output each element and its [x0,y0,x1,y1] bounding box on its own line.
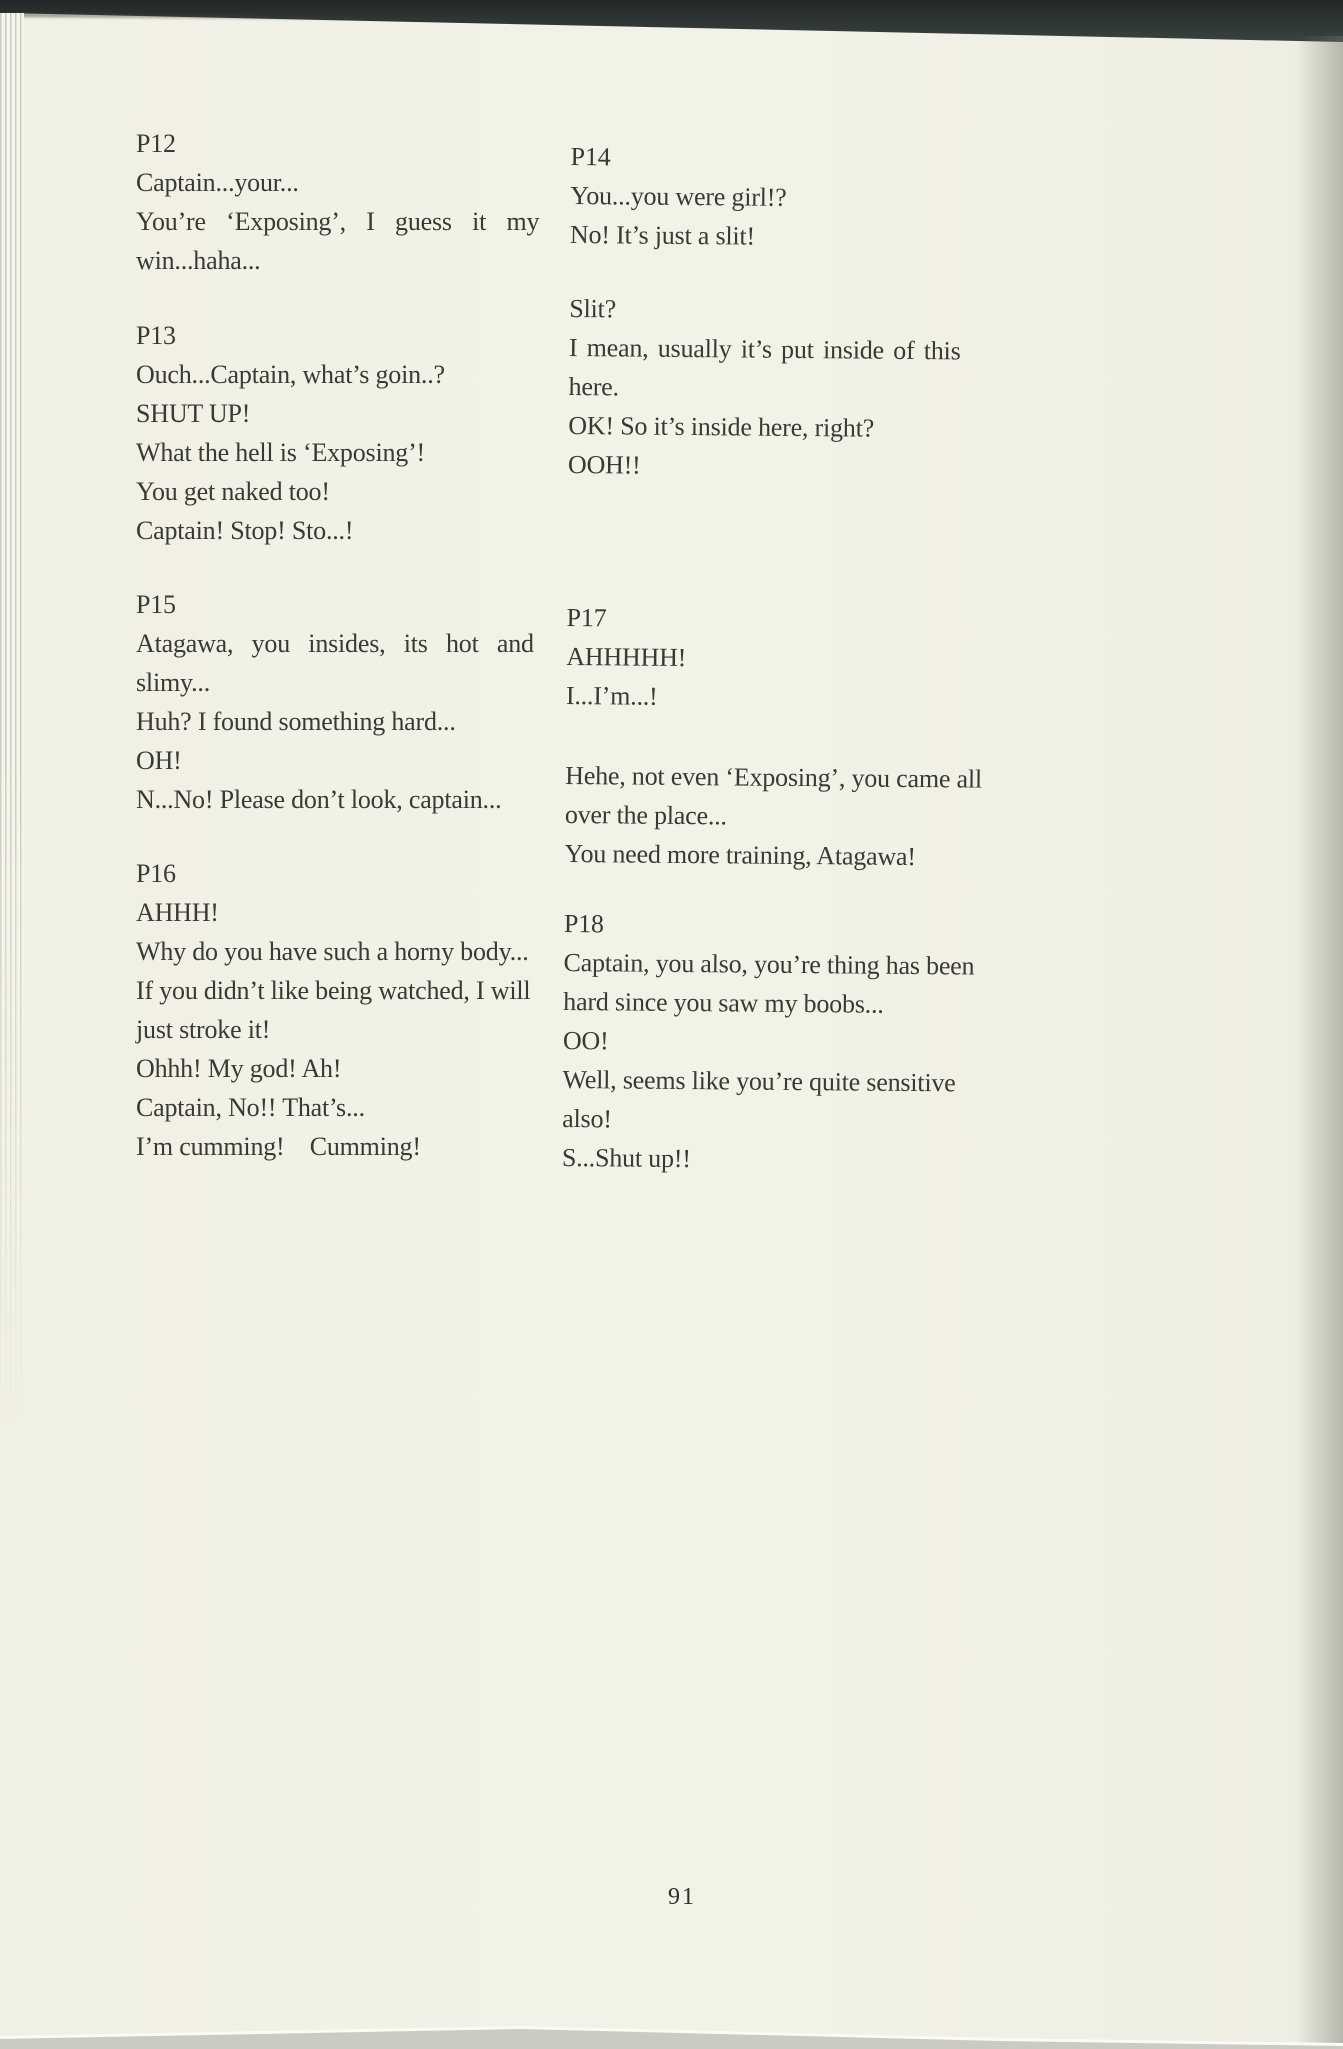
panel-label: P14 [570,141,611,172]
dialogue-line: hard since you saw my boobs... [563,986,884,1019]
panel-p12 [136,124,566,280]
dialogue-line: You need more training, Atagawa! [564,838,916,872]
dialogue-line: Huh? I found something hard... [136,707,456,736]
dialogue-line: Ohhh! My god! Ah! [136,1054,342,1083]
dialogue-line: Hehe, not even ‘Exposing’, you came all [565,760,983,794]
panel-p14 [570,137,1016,258]
panel-p17 [566,598,1012,719]
dialogue-line: I...I’m...! [565,680,658,711]
dialogue-line: OH! [136,746,182,775]
panel-label: P15 [136,590,176,619]
dialogue-line: Atagawa, you insides, its hot and [136,629,534,658]
dialogue-line: You...you were girl!? [570,180,787,212]
dialogue-line: just stroke it! [136,1015,271,1044]
dialogue-line: OO! [562,1025,609,1056]
dialogue-line: No! It’s just a slit! [569,219,756,251]
dialogue-line: If you didn’t like being watched, I will [136,976,531,1005]
dialogue-line: I mean, usually it’s put inside of this [568,332,961,366]
dialogue-line: OK! So it’s inside here, right? [568,410,875,443]
dialogue-line: AHHHHH! [566,641,687,673]
page-top-dark-edge [0,0,1343,46]
dialogue-line: Captain! Stop! Sto...! [136,516,354,545]
dialogue-line: AHHH! [136,898,219,927]
dialogue-line: slimy... [136,668,211,697]
panel-label: P18 [563,908,604,939]
dialogue-line: I’m cumming! Cumming! [136,1132,421,1161]
dialogue-line: SHUT UP! [136,399,251,428]
dialogue-line: N...No! Please don’t look, captain... [136,785,502,814]
panel-label: P13 [136,321,176,350]
panel-p15 [136,585,566,819]
dialogue-line: win...haha... [136,246,261,275]
dialogue-line: Ouch...Captain, what’s goin..? [136,360,445,389]
page-number: 91 [668,1884,696,1910]
panel-label: P12 [136,129,176,158]
panel-p13 [136,316,566,550]
dialogue-line: OOH!! [567,449,641,480]
dialogue-line: What the hell is ‘Exposing’! [136,438,425,467]
panel-p14-continued [568,289,1015,488]
panel-label: P17 [566,602,607,633]
dialogue-line: Why do you have such a horny body... [136,937,529,966]
dialogue-line: Slit? [569,293,617,324]
dialogue-line: You get naked too! [136,477,330,506]
dialogue-line: Captain...your... [136,168,299,197]
panel-label: P16 [136,859,176,888]
panel-p17-continued [564,756,1010,877]
dialogue-line: here. [568,371,620,402]
dialogue-line: Well, seems like you’re quite sensitive [562,1064,956,1098]
panel-p18 [562,904,1009,1181]
dialogue-line: also! [562,1103,612,1134]
dialogue-line: over the place... [564,799,727,831]
dialogue-line: Captain, No!! That’s... [136,1093,365,1122]
page-bottom-edge [0,2019,1343,2049]
panel-p16 [136,854,566,1166]
dialogue-line: S...Shut up!! [561,1142,691,1174]
dialogue-line: You’re ‘Exposing’, I guess it my [136,207,540,236]
page-stack-edge [0,13,24,1513]
dialogue-line: Captain, you also, you’re thing has been [563,947,975,981]
page-right-curve-shadow [1297,36,1343,2049]
